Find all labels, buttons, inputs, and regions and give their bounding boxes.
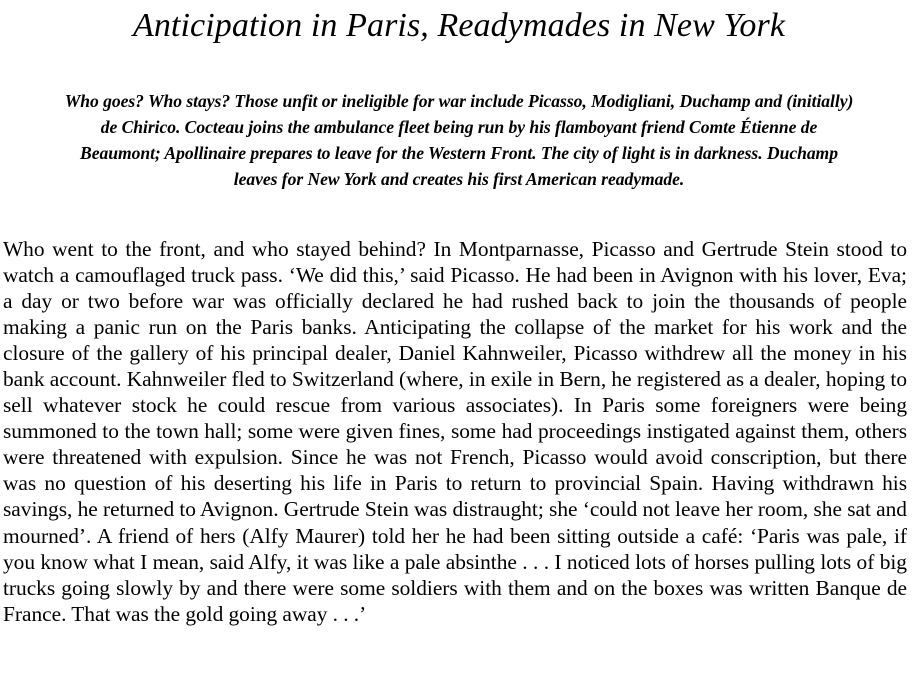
epigraph-block: Who goes? Who stays? Those unfit or ineligible for war include Picasso, Modigliani, Duchamp and (initially) de Chirico. Cocteau joins the ambulance fleet being run by his flamboyant friend Comte Étienne de Beaumont; Apollinaire prepares to leave for the Western Front. The city of light is in darkness. Duchamp leaves for New York and creates his first American readymade. xyxy=(64,91,854,189)
body-text-block xyxy=(0,192,918,627)
page-title: Anticipation in Paris, Readymades in New York xyxy=(132,7,786,44)
body-paragraph: Who went to the front, and who stayed behind? In Montparnasse, Picasso and Gertrude Stein stood to watch a camouflaged truck pass. ‘We did this,’ said Picasso. He had been in Avignon with his lover, Eva; a day or two before war was officially declared he had rushed back to join the thousands of people making a panic run on the Paris banks. Anticipating the collapse of the market for his work and the closure of the gallery of his principal dealer, Daniel Kahnweiler, Picasso withdrew all the money in his bank account. Kahnweiler fled to Switzerland (where, in exile in Bern, he registered as a dealer, hoping to sell whatever stock he could rescue from various associates). In Paris some foreigners were being summoned to the town hall; some were given fines, some had proceedings instigated against them, others were threatened with expulsion. Since he was not French, Picasso would avoid conscription, but there was no question of his deserting his life in Paris to return to provincial Spain. Having withdrawn his savings, he returned to Avignon. Gertrude Stein was distraught; she ‘could not leave her room, she sat and mourned’. A friend of hers (Alfy Maurer) told her he had been sitting outside a café: ‘Paris was pale, if you know what I mean, said Alfy, it was like a pale absinthe . . . I noticed lots of horses pulling lots of big trucks going slowly by and there were some soldiers with them and on the boxes was written Banque de France. That was the gold going away . . .’ xyxy=(3,237,907,626)
